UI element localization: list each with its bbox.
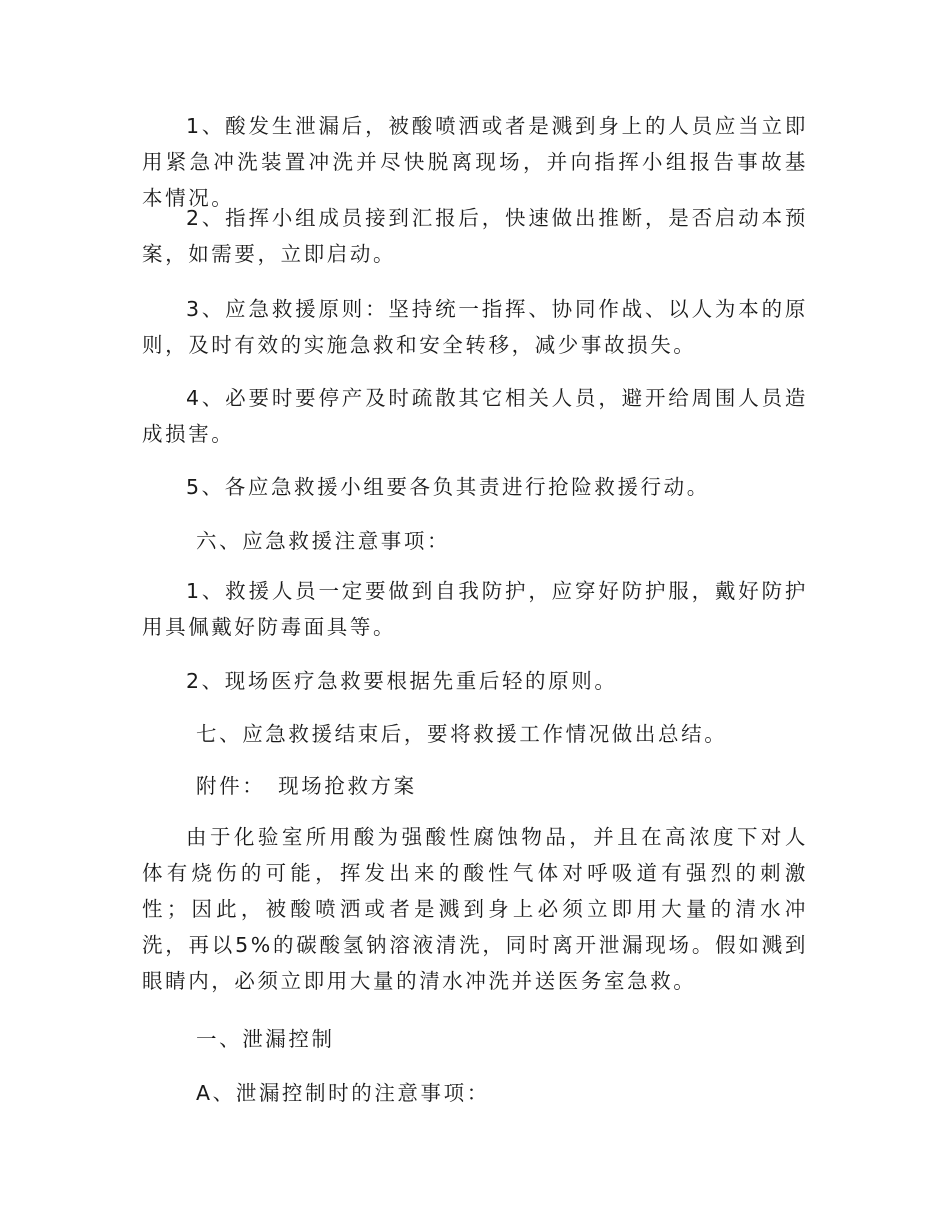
paragraph-leak-response: 1、酸发生泄漏后，被酸喷洒或者是溅到身上的人员应当立即用紧急冲洗装置冲洗并尽快脱离现场，并向指挥小组报告事故基本情况。 [142,114,808,210]
paragraph-acid-first-aid: 由于化验室所用酸为强酸性腐蚀物品，并且在高浓度下对人体有烧伤的可能，挥发出来的酸性气体对呼吸道有强烈的刺激性；因此，被酸喷洒或者是溅到身上必须立即用大量的清水冲洗，再以5%的碳酸氢钠溶液清洗，同时离开泄漏现场。假如溅到眼睛内，必须立即用大量的清水冲洗并送医务室急救。 [142,825,808,993]
paragraph-command-report: 2、指挥小组成员接到汇报后，快速做出推断，是否启动本预案，如需要，立即启动。 [142,206,808,266]
paragraph-rescue-principle: 3、应急救援原则：坚持统一指挥、协同作战、以人为本的原则，及时有效的实施急救和安全转移，减少事故损失。 [142,297,808,357]
paragraph-self-protection: 1、救援人员一定要做到自我防护，应穿好防护服，戴好防护用具佩戴好防毒面具等。 [142,579,808,639]
paragraph-evacuation: 4、必要时要停产及时疏散其它相关人员，避开给周围人员造成损害。 [142,386,808,446]
section-heading-summary: 七、应急救援结束后，要将救援工作情况做出总结。 [196,722,728,746]
paragraph-medical-aid: 2、现场医疗急救要根据先重后轻的原则。 [186,669,618,693]
section-heading-leak-control: 一、泄漏控制 [196,1027,335,1051]
attachment-title: 附件： 现场抢救方案 [196,774,417,798]
subheading-leak-precautions: A、泄漏控制时的注意事项： [196,1081,490,1105]
section-heading-precautions: 六、应急救援注意事项： [196,529,451,553]
paragraph-rescue-teams: 5、各应急救援小组要各负其责进行抢险救援行动。 [186,475,710,499]
